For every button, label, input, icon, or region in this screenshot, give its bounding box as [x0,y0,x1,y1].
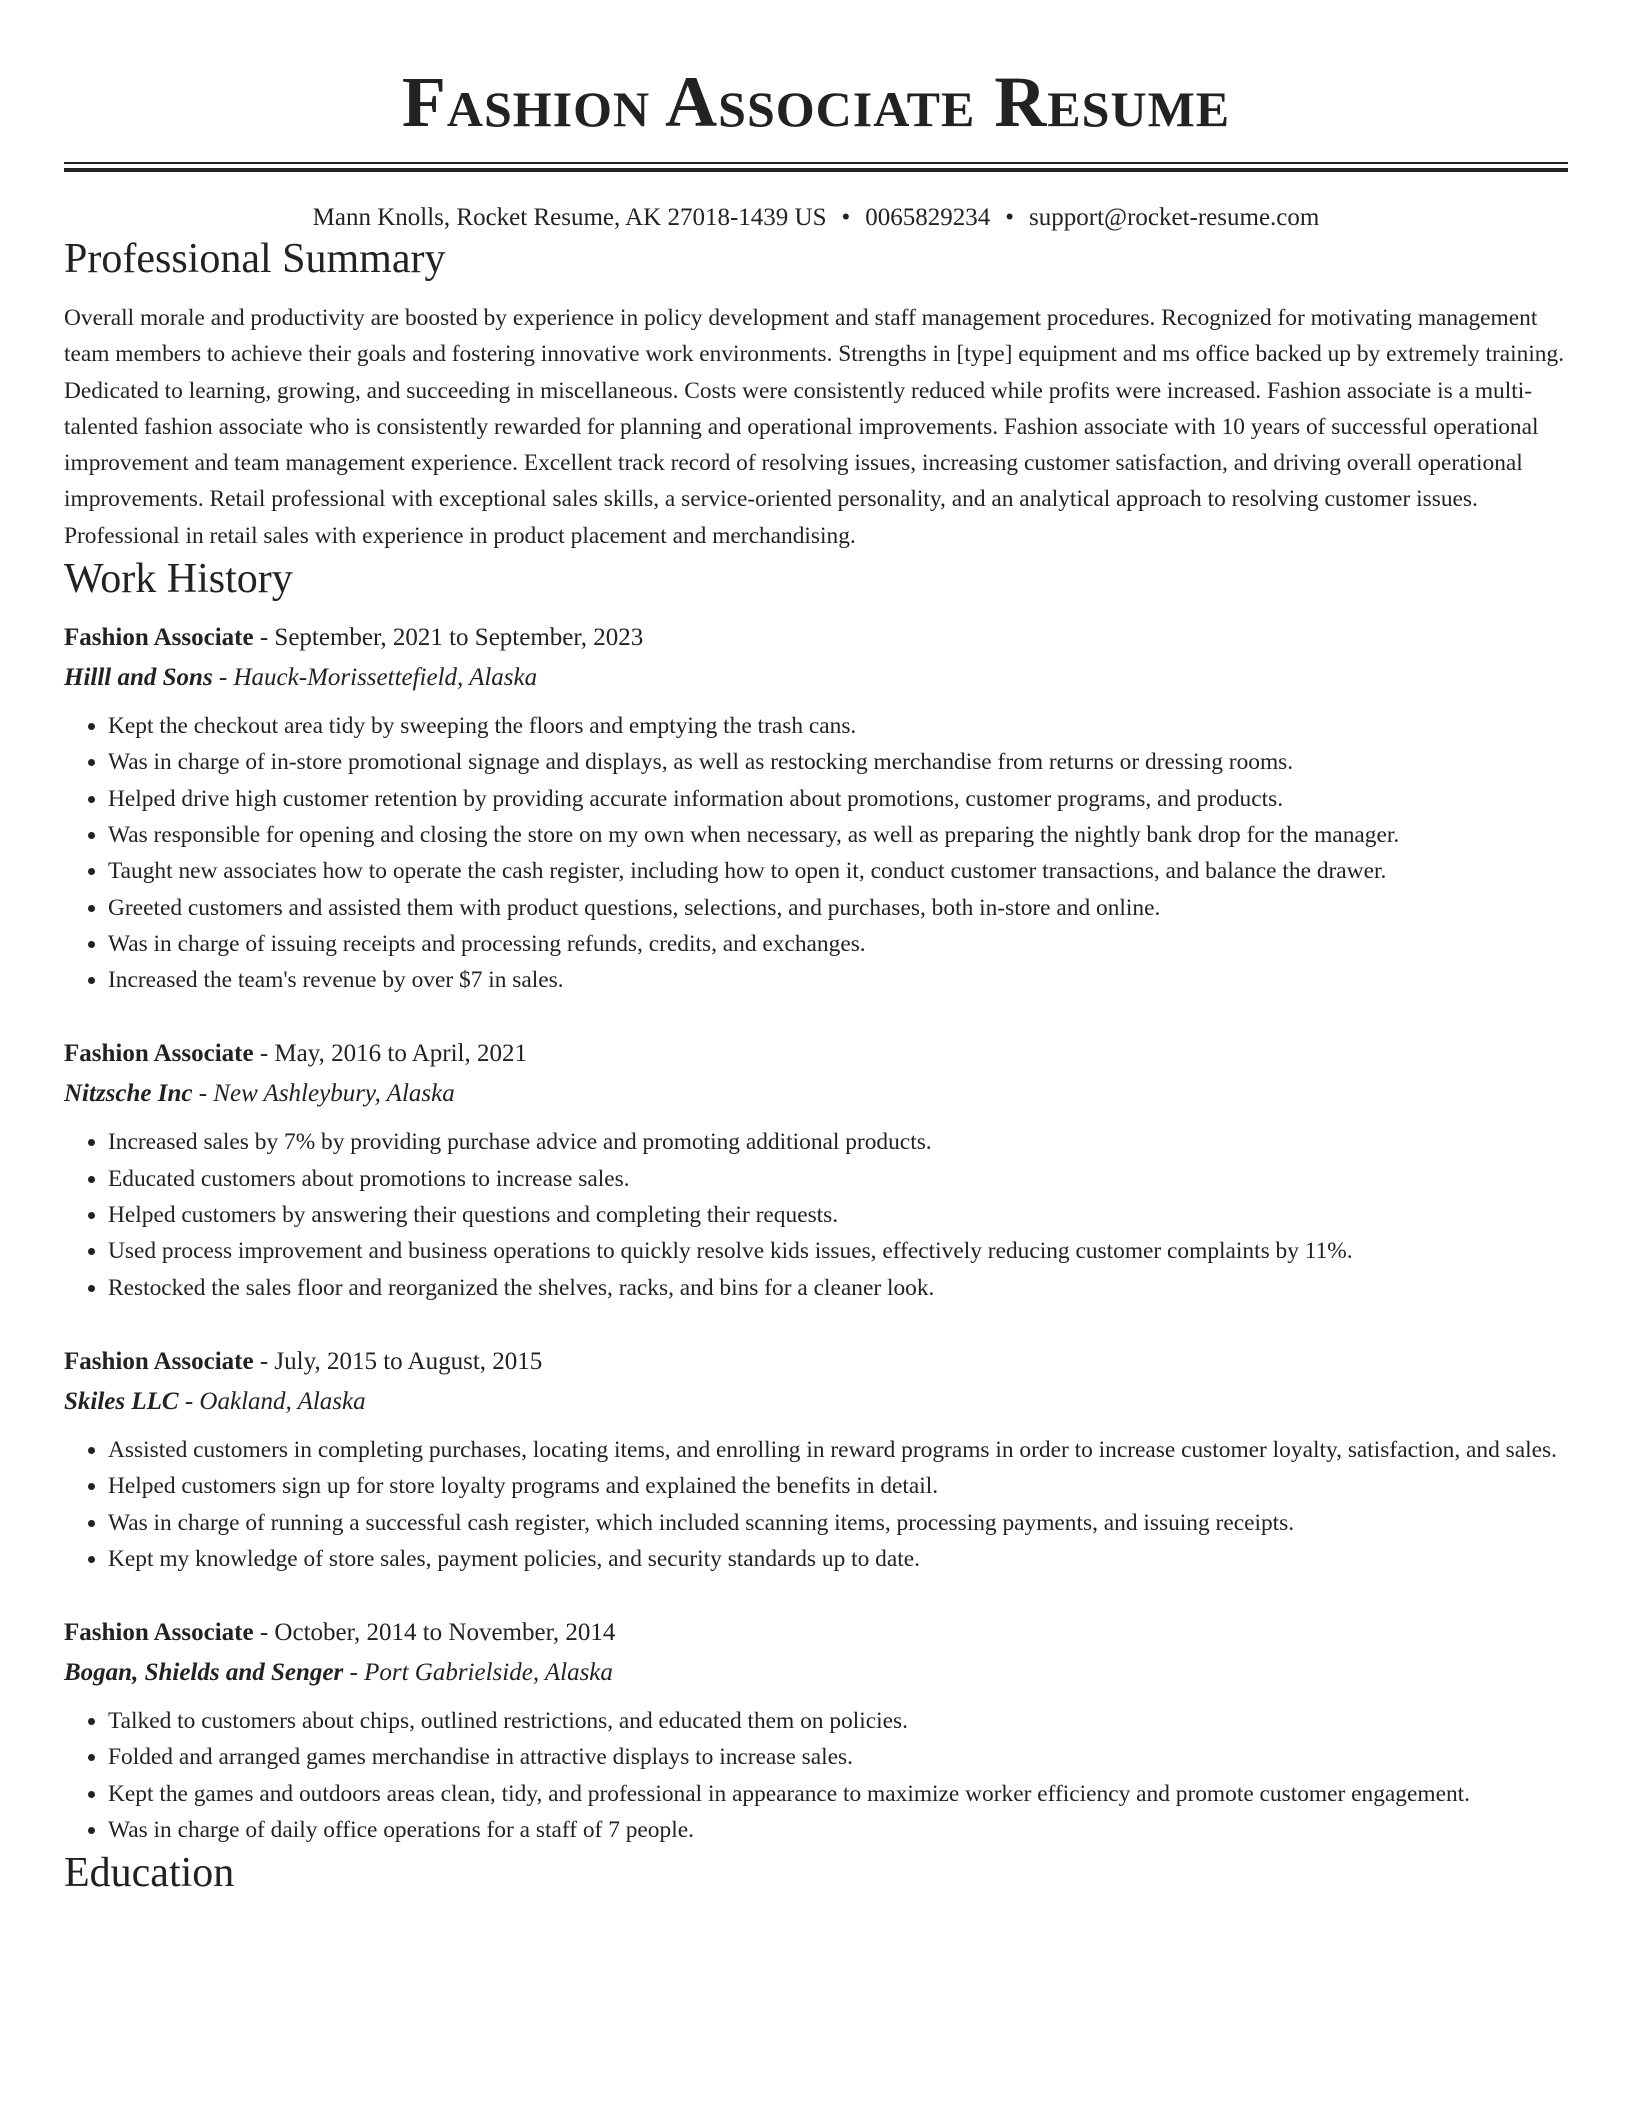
job-duties-list [64,1124,1568,1305]
job-title: Fashion Associate [64,624,254,652]
job-title-line [64,618,1568,658]
job-dates: - May, 2016 to April, 2021 [253,1040,527,1068]
title-divider [64,162,1568,172]
job-entry [64,618,1568,998]
resume-page [64,0,1568,1898]
duty-item: • Restocked the sales floor and reorganized the shelves, racks, and bins for a cleaner look. [108,1270,1568,1306]
duty-item: • Was in charge of issuing receipts and processing refunds, credits, and exchanges. [108,926,1568,962]
job-company: Skiles LLC [64,1387,179,1415]
duty-item: • Helped customers by answering their questions and completing their requests. [108,1197,1568,1233]
duty-item: • Increased sales by 7% by providing purchase advice and promoting additional products. [108,1124,1568,1160]
duty-item: • Used process improvement and business operations to quickly resolve kids issues, effectively reducing customer complaints by 11%. [108,1233,1568,1269]
job-entry [64,1034,1568,1305]
job-title: Fashion Associate [64,1619,254,1647]
resume-title: Fashion Associate Resume [401,62,1231,142]
duty-item: • Helped customers sign up for store loyalty programs and explained the benefits in detail. [108,1468,1568,1504]
duty-item: • Educated customers about promotions to increase sales. [108,1161,1568,1197]
education-heading: Education [64,1850,235,1897]
job-location: - Hauck-Morissettefield, Alaska [212,664,538,692]
job-company-line [64,658,1568,698]
duty-item: • Helped drive high customer retention by providing accurate information about promotions, customer programs, and products. [108,781,1568,817]
duty-item: • Kept my knowledge of store sales, payment policies, and security standards up to date. [108,1541,1568,1577]
duty-item: • Kept the games and outdoors areas clean, tidy, and professional in appearance to maximize worker efficiency and promote customer engagement. [108,1776,1568,1812]
job-title: Fashion Associate [64,1040,254,1068]
duty-item: • Increased the team's revenue by over $7 in sales. [108,962,1568,998]
duty-item: • Was in charge of daily office operations for a staff of 7 people. [108,1812,1568,1848]
job-location: - Port Gabrielside, Alaska [343,1659,613,1687]
duty-item: • Was responsible for opening and closing the store on my own when necessary, as well as preparing the nightly bank drop for the manager. [108,817,1568,853]
job-title-line [64,1342,1568,1382]
job-dates: - October, 2014 to November, 2014 [253,1619,616,1647]
job-title-line [64,1034,1568,1074]
contact-address: Mann Knolls, Rocket Resume, AK 27018-1439 US [312,204,827,231]
summary-text: Overall morale and productivity are boosted by experience in policy development and staff management procedures. Recognized for motivating management team members to achieve their goals and fostering innovative work environments. Strengths in [type] equipment and ms office backed up by extremely training. Dedicated to learning, growing, and succeeding in miscellaneous. Costs were consistently reduced while profits were increased. Fashion associate is a multi-talented fashion associate who is consistently rewarded for planning and operational improvements. Fashion associate with 10 years of successful operational improvement and team management experience. Excellent track record of resolving issues, increasing customer satisfaction, and driving overall operational improvements. Retail professional with exceptional sales skills, a service-oriented personality, and an analytical approach to resolving customer issues. Professional in retail sales with experience in product placement and merchandising. [64,305,1565,549]
job-location: - Oakland, Alaska [178,1387,366,1415]
job-company: Bogan, Shields and Senger [64,1659,344,1687]
duty-item: • Kept the checkout area tidy by sweeping the floors and emptying the trash cans. [108,708,1568,744]
contact-phone: 0065829234 [865,204,991,231]
duty-item: • Assisted customers in completing purchases, locating items, and enrolling in reward programs in order to increase customer loyalty, satisfaction, and sales. [108,1432,1568,1468]
job-duties-list [64,708,1568,998]
job-company-line [64,1382,1568,1422]
job-dates: - September, 2021 to September, 2023 [253,624,644,652]
job-entry [64,1613,1568,1848]
work-history-heading: Work History [64,556,293,603]
job-dates: - July, 2015 to August, 2015 [253,1347,543,1375]
duty-item: • Greeted customers and assisted them with product questions, selections, and purchases, both in-store and online. [108,890,1568,926]
contact-separator: • [1005,204,1015,231]
job-duties-list [64,1432,1568,1577]
summary-heading: Professional Summary [64,236,446,282]
duty-item: • Folded and arranged games merchandise in attractive displays to increase sales. [108,1739,1568,1775]
job-company: Hilll and Sons [64,664,213,692]
duty-item: • Taught new associates how to operate the cash register, including how to open it, conduct customer transactions, and balance the drawer. [108,853,1568,889]
job-company-line [64,1653,1568,1693]
job-title: Fashion Associate [64,1347,254,1375]
duty-item: • Was in charge of running a successful cash register, which included scanning items, processing payments, and issuing receipts. [108,1505,1568,1541]
contact-email: support@rocket-resume.com [1029,204,1320,231]
contact-separator: • [841,204,851,231]
duty-item: • Talked to customers about chips, outlined restrictions, and educated them on policies. [108,1703,1568,1739]
job-duties-list [64,1703,1568,1848]
job-company-line [64,1074,1568,1114]
duty-item: • Was in charge of in-store promotional signage and displays, as well as restocking merchandise from returns or dressing rooms. [108,744,1568,780]
job-entry [64,1342,1568,1577]
job-title-line [64,1613,1568,1653]
job-company: Nitzsche Inc [64,1080,193,1108]
job-location: - New Ashleybury, Alaska [192,1080,455,1108]
contact-line [64,202,1568,234]
